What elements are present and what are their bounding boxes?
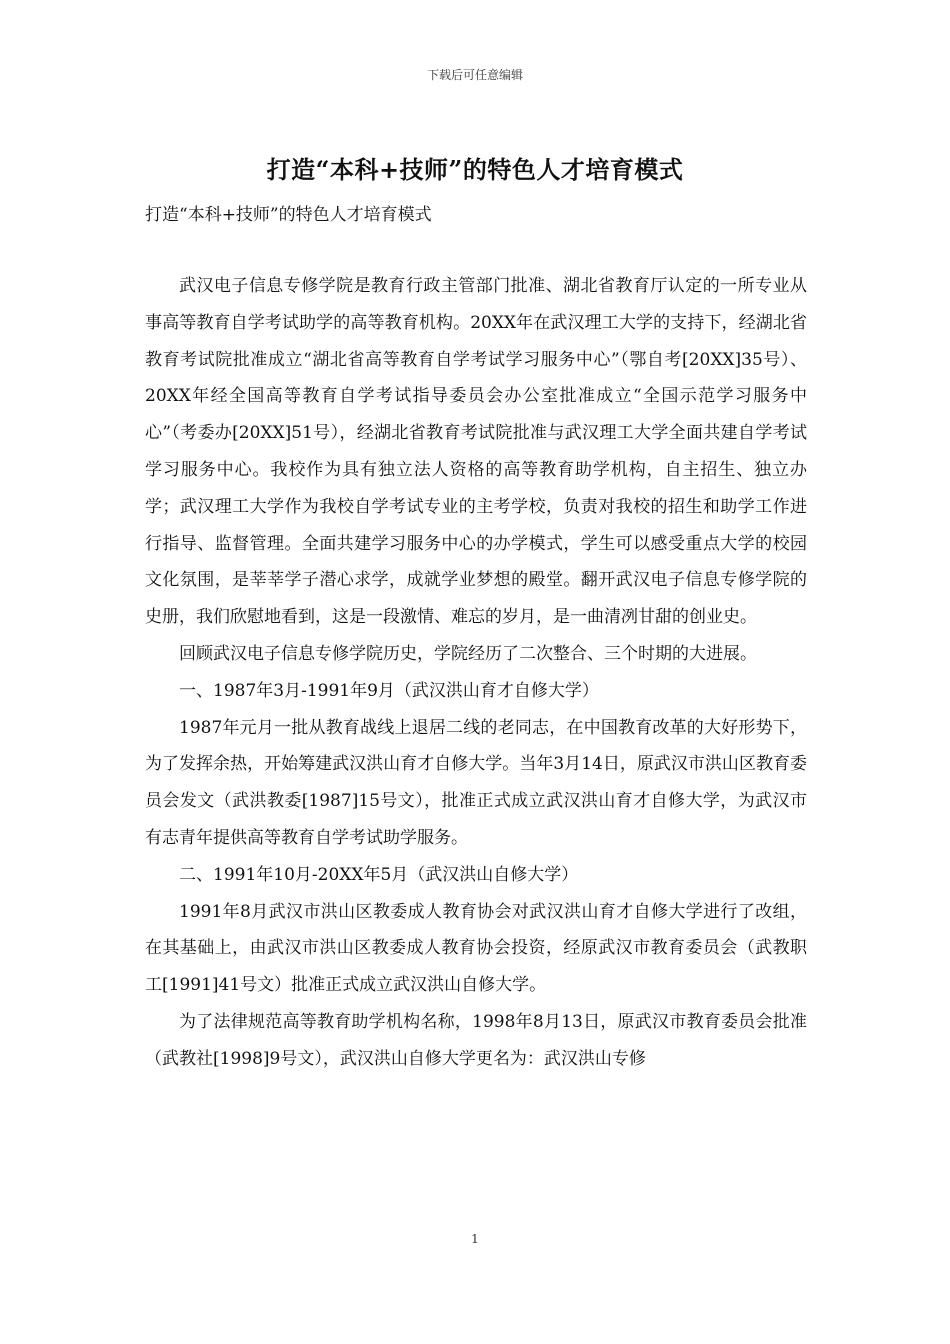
paragraph-period-1: 1987年元月一批从教育战线上退居二线的老同志，在中国教育改革的大好形势下，为了发挥余热，开始筹建武汉洪山育才自修大学。当年3月14日，原武汉市洪山区教育委员会发文（武洪教委[1987]15号文），批准正式成立武汉洪山育才自修大学，为武汉市有志青年提供高等教育自学考试助学服务。: [145, 717, 807, 848]
section-heading-1: 一、1987年3月-1991年9月（武汉洪山育才自修大学）: [179, 680, 599, 701]
paragraph-history-overview: 回顾武汉电子信息专修学院历史，学院经历了二次整合、三个时期的大进展。: [179, 643, 757, 664]
section-heading-2: 二、1991年10月-20XX年5月（武汉洪山自修大学）: [179, 864, 579, 885]
document-body: [145, 268, 807, 1078]
paragraph-period-2: 1991年8月武汉市洪山区教委成人教育协会对武汉洪山育才自修大学进行了改组，在其基础上，由武汉市洪山区教委成人教育协会投资，经原武汉市教育委员会（武教职工[1991]41号文）批准正式成立武汉洪山自修大学。: [145, 901, 807, 996]
page-number: 1: [471, 1232, 479, 1246]
header-note: 下载后可任意编辑: [426, 68, 523, 82]
paragraph-rename: 为了法律规范高等教育助学机构名称，1998年8月13日，原武汉市教育委员会批准（武教社[1998]9号文），武汉洪山自修大学更名为：武汉洪山专修: [145, 1011, 807, 1069]
document-subtitle: 打造“本科+技师”的特色人才培育模式: [145, 205, 432, 225]
document-title: 打造“本科+技师”的特色人才培育模式: [266, 155, 684, 184]
paragraph-intro: 武汉电子信息专修学院是教育行政主管部门批准、湖北省教育厅认定的一所专业从事高等教育自学考试助学的高等教育机构。20XX年在武汉理工大学的支持下，经湖北省教育考试院批准成立“湖北省高等教育自学考试学习服务中心”（鄂自考[20XX]35号）、20XX年经全国高等教育自学考试指导委员会办公室批准成立“全国示范学习服务中心”（考委办[20XX]51号），经湖北省教育考试院批准与武汉理工大学全面共建自学考试学习服务中心。我校作为具有独立法人资格的高等教育助学机构，自主招生、独立办学；武汉理工大学作为我校自学考试专业的主考学校，负责对我校的招生和助学工作进行指导、监督管理。全面共建学习服务中心的办学模式，学生可以感受重点大学的校园文化氛围，是莘莘学子潜心求学，成就学业梦想的殿堂。翻开武汉电子信息专修学院的史册，我们欣慰地看到，这是一段激情、难忘的岁月，是一曲清冽甘甜的创业史。: [145, 276, 807, 628]
